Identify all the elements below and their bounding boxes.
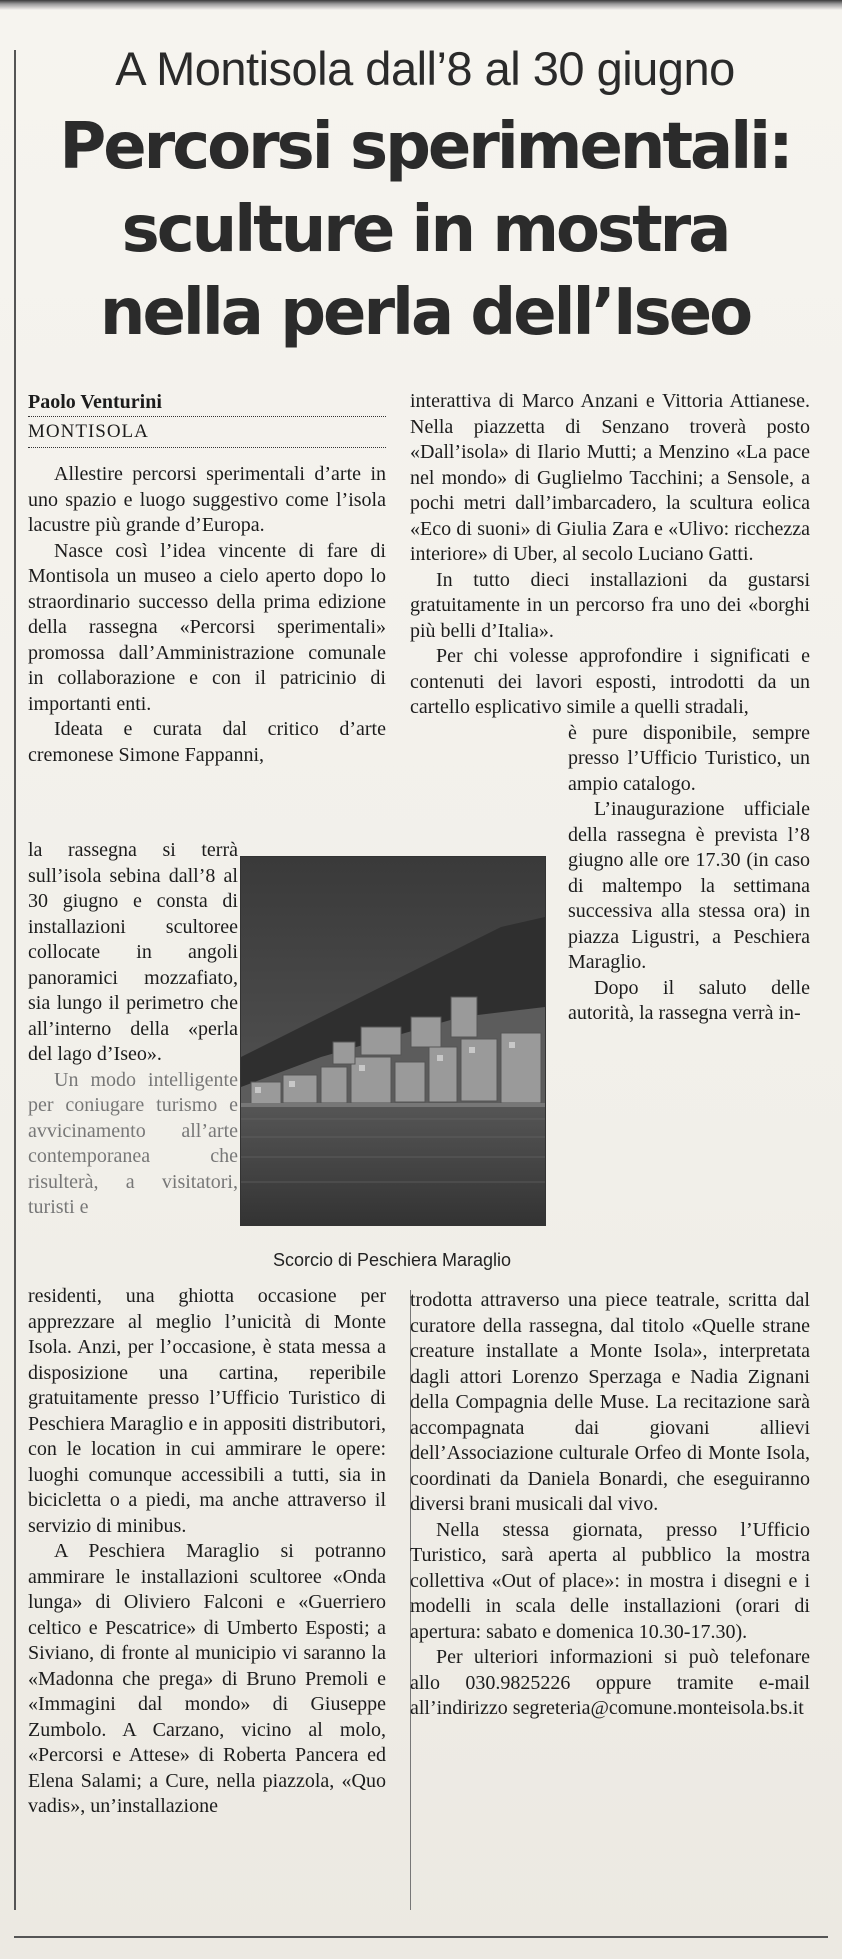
paragraph: Nasce così l’idea vincente di fare di Montisola un museo a cielo aperto dopo lo straordinario successo della prima edizione della rassegna «Percorsi sperimentali» promossa dall’Amministrazione comunale in collaborazione e con il patricinio di importanti enti.: [28, 539, 386, 715]
title-line-3: nella perla dell’Iseo: [99, 276, 751, 350]
paragraph: Ideata e curata dal critico d’arte cremonese Simone Fappanni,: [28, 718, 386, 766]
column-rule-bottom: [14, 1936, 828, 1938]
title-line-1: Percorsi sperimentali:: [59, 110, 791, 184]
paragraph: residenti, una ghiotta occasione per apprezzare al meglio l’unicità di Monte Isola. Anzi, per l’occasione, è stata messa a disposizione una cartina, reperibile gratuitamente presso l’Ufficio Turistico di Peschiera Maraglio e in appositi distributori, con le location in cui ammirare le opere: luoghi comunque accessibili a tutti, sia in bicicletta o a piedi, ma anche attraverso il servizio di minibus.: [28, 1285, 386, 1537]
paragraph: Un modo intelligente per coniugare turismo e avvicinamento all’arte contemporanea che risulterà, a visitatori, turisti e: [28, 1068, 238, 1218]
column-2: [410, 389, 810, 1027]
title-line-2: sculture in mostra: [121, 193, 729, 267]
paragraph: Per chi volesse approfondire i significati e contenuti dei lavori esposti, introdotti da un cartello esplicativo simile a quelli stradali,: [410, 645, 810, 718]
paragraph: Per ulteriori informazioni si può telefonare allo 030.9825226 oppure tramite e-mail all’indirizzo segreteria@comune.monteisola.bs.it: [410, 1646, 810, 1719]
paragraph: interattiva di Marco Anzani e Vittoria Attianese. Nella piazzetta di Senzano troverà posto «Dall’isola» di Ilario Mutti; a Menzino «La pace nel mondo» di Guglielmo Tacchini; a Sensole, a pochi metri dall’imbarcadero, la scultura eolica «Eco di suoni» di Giulia Zara e «Ulivo: ricchezza interiore» di Uber, al secolo Luciano Gatti.: [410, 390, 810, 565]
column-1-wrap: [28, 838, 238, 1221]
author: Paolo Venturini: [28, 388, 386, 417]
paragraph: A Peschiera Maraglio si potranno ammirare le installazioni scultoree «Onda lunga» di Oliviero Falconi e «Guerriero celtico e Pescatrice» di Umberto Esposti; a Siviano, di fronte al municipio vi saranno la «Madonna che prega» di Bruno Premoli e «Immagini dal mondo» di Giuseppe Zumbolo. A Carzano, vicino al molo, «Percorsi e Attese» di Roberta Pancera ed Elena Salami; a Cure, nella piazzola, «Quo vadis», un’installazione: [28, 1540, 386, 1817]
column-1-bottom: [28, 1284, 386, 1820]
photo-caption: Scorcio di Peschiera Maraglio: [272, 1250, 512, 1270]
paragraph: In tutto dieci installazioni da gustarsi gratuitamente in un percorso fra uno dei «borghi più belli d’Italia».: [410, 568, 810, 642]
paragraph: la rassegna si terrà sull’isola sebina dall’8 al 30 giugno e consta di installazioni scultoree collocate in angoli panoramici mozzafiato, sia lungo il perimetro che all’interno della «perla del lago d’Iseo».: [28, 839, 238, 1065]
column-1-top: [28, 462, 386, 768]
paragraph: Nella stessa giornata, presso l’Ufficio Turistico, sarà aperta al pubblico la mostra collettiva «Out of place»: in mostra i disegni e i modelli in scala delle installazioni (orari di apertura: sabato e domenica 10.30-17.30).: [410, 1518, 810, 1643]
column-2-bottom: [410, 1288, 810, 1722]
column-rule-left: [14, 50, 16, 1910]
paragraph: L’inaugurazione ufficiale della rassegna è prevista l’8 giugno alle ore 17.30 (in caso di maltempo la settimana successiva alla stessa ora) in piazza Ligustri, a Peschiera Maraglio.: [568, 798, 810, 973]
paragraph: è pure disponibile, sempre presso l’Ufficio Turistico, un ampio catalogo.: [568, 721, 810, 795]
byline: [28, 388, 386, 448]
paragraph: Allestire percorsi sperimentali d’arte in uno spazio e luogo suggestivo come l’isola lacustre più grande d’Europa.: [28, 463, 386, 536]
kicker: A Montisola dall’8 al 30 giugno: [115, 42, 735, 95]
paragraph: trodotta attraverso una piece teatrale, scritta dal curatore della rassegna, dal titolo «Quelle strane creature installate a Monte Isola», interpretata dagli attori Lorenzo Sperzaga e Nadia Zignani della Compagnia delle Muse. La recitazione sarà accompagnata dai giovani allievi dell’Associazione culturale Orfeo di Monte Isola, coordinati da Daniela Bonardi, che eseguiranno diversi brani musicali dal vivo.: [410, 1289, 810, 1515]
article-title: [28, 106, 822, 355]
paragraph: Dopo il saluto delle autorità, la rassegna verrà in-: [568, 976, 810, 1024]
headline-block: [28, 40, 822, 355]
column-2-wrap: [568, 721, 810, 1027]
scan-edge-shadow: [0, 0, 842, 10]
dateline: MONTISOLA: [28, 417, 386, 448]
